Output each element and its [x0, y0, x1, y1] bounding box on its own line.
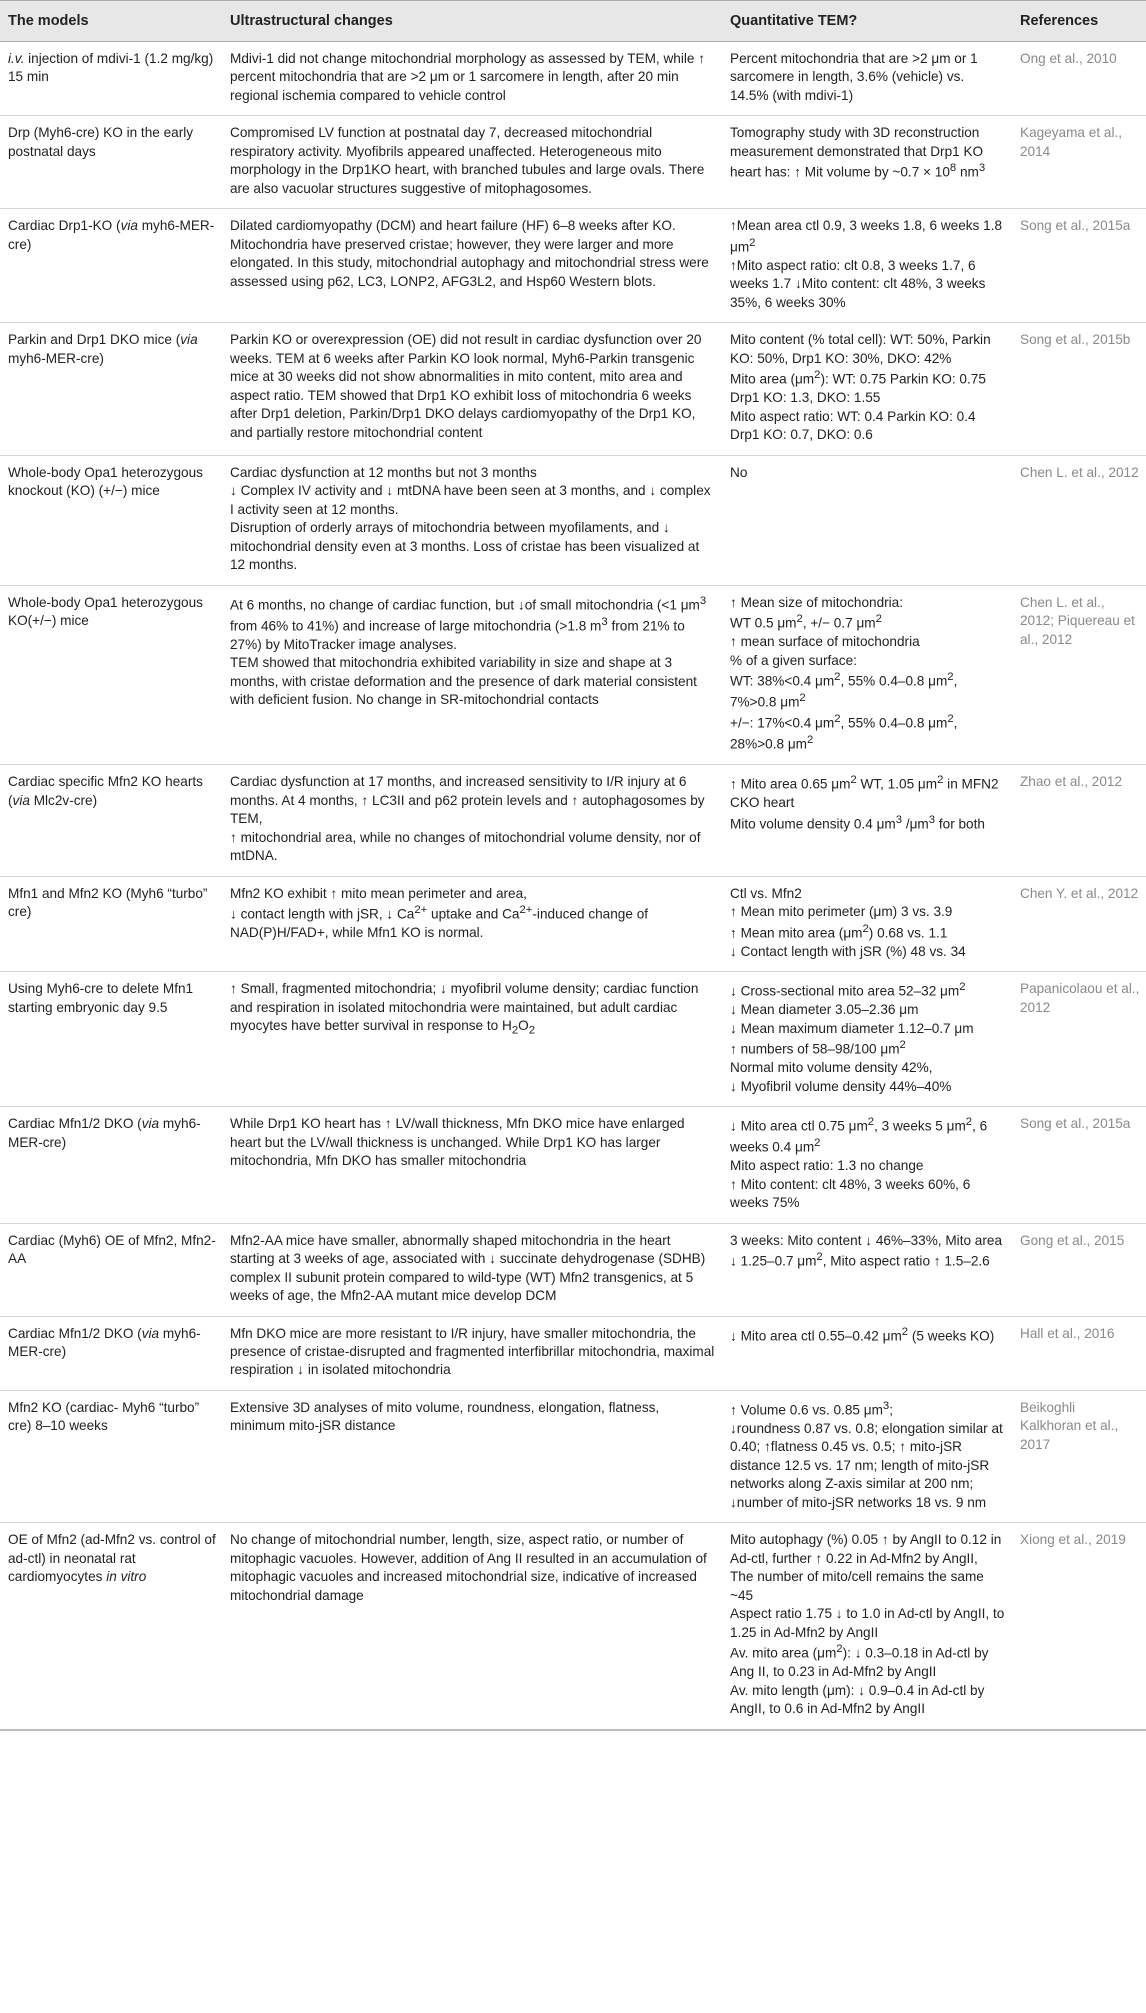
quantitative-tem-cell: ↓ Mito area ctl 0.75 $\mu m^2$, 3 weeks 5 $\mu m^2$, 6 weeks 0.4 $\mu m^2$ Mito aspect ratio: 1.3 no change ↑ Mito content: clt 48%, 3 weeks 60%, 6 weeks 75%: [722, 1107, 1012, 1223]
table-row: [0, 876, 1146, 971]
reference-cell: Xiong et al., 2019: [1012, 1523, 1146, 1730]
model-cell: Cardiac Mfn1/2 DKO (via myh6-MER-cre): [0, 1316, 222, 1390]
ultrastructural-changes-cell: No change of mitochondrial number, length, size, aspect ratio, or number of mitophagic vacuoles. However, addition of Ang II resulted in an accumulation of mitophagic vacuoles and increased mitochondrial size, indicative of increased mitochondrial damage: [222, 1523, 722, 1730]
ultrastructural-changes-cell: Cardiac dysfunction at 17 months, and increased sensitivity to I/R injury at 6 months. At 4 months, ↑ LC3II and p62 protein levels and ↑ autophagosomes by TEM, ↑ mitochondrial area, while no changes of mitochondrial volume density, nor of mtDNA.: [222, 765, 722, 876]
quantitative-tem-cell: ↑ Mito area 0.65 $\mu m^2$ WT, 1.05 $\mu m^2$ in MFN2 CKO heart Mito volume density 0.4 $\mu m^3$ $/\mu m^3$ for both: [722, 765, 1012, 876]
quantitative-tem-cell: Mito content (% total cell): WT: 50%, Parkin KO: 50%, Drp1 KO: 30%, DKO: 42% Mito area $(\mu m^2)$: WT: 0.75 Parkin KO: 0.75 Drp1 KO: 1.3, DKO: 1.55 Mito aspect ratio: WT: 0.4 Parkin KO: 0.4 Drp1 KO: 0.7, DKO: 0.6: [722, 323, 1012, 455]
reference-cell: Chen L. et al., 2012; Piquereau et al., 2012: [1012, 585, 1146, 765]
quantitative-tem-cell: 3 weeks: Mito content ↓ 46%–33%, Mito area ↓ 1.25–0.7 $\mu m^2$, Mito aspect ratio ↑ 1.5–2.6: [722, 1223, 1012, 1316]
header-row: [0, 1, 1146, 42]
table-row: [0, 209, 1146, 323]
header-ultrastructural-changes: Ultrastructural changes: [222, 1, 722, 42]
model-cell: Whole-body Opa1 heterozygous KO(+/−) mice: [0, 585, 222, 765]
header-references: References: [1012, 1, 1146, 42]
ultrastructural-changes-cell: ↑ Small, fragmented mitochondria; ↓ myofibril volume density; cardiac function and respiration in isolated mitochondria were maintained, but adult cardiac myocytes have better survival in response to $H_2O_2$: [222, 972, 722, 1107]
table-row: [0, 585, 1146, 765]
model-cell: OE of Mfn2 (ad-Mfn2 vs. control of ad-ctl) in neonatal rat cardiomyocytes in vitro: [0, 1523, 222, 1730]
quantitative-tem-cell: ↓ Mito area ctl 0.55–0.42 $\mu m^2$ (5 weeks KO): [722, 1316, 1012, 1390]
reference-cell: Gong et al., 2015: [1012, 1223, 1146, 1316]
quantitative-tem-cell: Tomography study with 3D reconstruction measurement demonstrated that Drp1 KO heart has: ↑ Mit volume by ~0.7 × $10^8$ $nm^3$: [722, 116, 1012, 209]
table-row: [0, 1523, 1146, 1730]
ultrastructural-changes-cell: Mdivi-1 did not change mitochondrial morphology as assessed by TEM, while ↑ percent mitochondria that are >2 μm or 1 sarcomere in length, after 20 min regional ischemia compared to vehicle control: [222, 42, 722, 116]
table-row: [0, 972, 1146, 1107]
ultrastructural-changes-cell: Extensive 3D analyses of mito volume, roundness, elongation, flatness, minimum mito-jSR distance: [222, 1390, 722, 1522]
model-cell: Cardiac (Myh6) OE of Mfn2, Mfn2-AA: [0, 1223, 222, 1316]
model-cell: Drp (Myh6-cre) KO in the early postnatal days: [0, 116, 222, 209]
reference-cell: Beikoghli Kalkhoran et al., 2017: [1012, 1390, 1146, 1522]
model-cell: Mfn1 and Mfn2 KO (Myh6 “turbo” cre): [0, 876, 222, 971]
ultrastructural-changes-cell: Mfn DKO mice are more resistant to I/R injury, have smaller mitochondria, the presence of cristae-disrupted and fragmented interfibrillar mitochondria, maximal respiration ↓ in isolated mitochondria: [222, 1316, 722, 1390]
model-cell: Mfn2 KO (cardiac- Myh6 “turbo” cre) 8–10 weeks: [0, 1390, 222, 1522]
table-body: [0, 42, 1146, 1730]
table-row: [0, 1107, 1146, 1223]
table-row: [0, 765, 1146, 876]
model-cell: Cardiac specific Mfn2 KO hearts (via Mlc2v-cre): [0, 765, 222, 876]
reference-cell: Chen Y. et al., 2012: [1012, 876, 1146, 971]
ultrastructural-changes-cell: At 6 months, no change of cardiac function, but ↓of small mitochondria (<1 $\mu m^3$ from 46% to 41%) and increase of large mitochondria (>1.8 $m^3$ from 21% to 27%) by MitoTracker image analyses. TEM showed that mitochondria exhibited variability in size and shape at 3 months, with cristae deformation and the presence of dark material consistent with deficient fusion. No change in SR-mitochondrial contacts: [222, 585, 722, 765]
quantitative-tem-cell: Mito autophagy (%) 0.05 ↑ by AngII to 0.12 in Ad-ctl, further ↑ 0.22 in Ad-Mfn2 by AngII, The number of mito/cell remains the same ~45 Aspect ratio 1.75 ↓ to 1.0 in Ad-ctl by AngII, to 1.25 in Ad-Mfn2 by AngII Av. mito area $(\mu m^2)$: ↓ 0.3–0.18 in Ad-ctl by Ang II, to 0.23 in Ad-Mfn2 by AngII Av. mito length (μm): ↓ 0.9–0.4 in Ad-ctl by AngII, to 0.6 in Ad-Mfn2 by AngII: [722, 1523, 1012, 1730]
header-quantitative-tem: Quantitative TEM?: [722, 1, 1012, 42]
reference-cell: Chen L. et al., 2012: [1012, 455, 1146, 585]
table-row: [0, 1390, 1146, 1522]
reference-cell: Zhao et al., 2012: [1012, 765, 1146, 876]
header-models: The models: [0, 1, 222, 42]
table-row: [0, 1316, 1146, 1390]
model-cell: Using Myh6-cre to delete Mfn1 starting embryonic day 9.5: [0, 972, 222, 1107]
ultrastructural-changes-cell: Mfn2 KO exhibit ↑ mito mean perimeter and area, ↓ contact length with jSR, ↓ $Ca^{2+}$ uptake and $Ca^{2+}$-induced change of NAD(P)H/FAD+, while Mfn1 KO is normal.: [222, 876, 722, 971]
model-cell: Parkin and Drp1 DKO mice (via myh6-MER-cre): [0, 323, 222, 455]
quantitative-tem-cell: ↑ Volume 0.6 vs. 0.85 $\mu m^3$; ↓roundness 0.87 vs. 0.8; elongation similar at 0.40; ↑flatness 0.45 vs. 0.5; ↑ mito-jSR distance 12.5 vs. 17 nm; length of mito-jSR networks along Z-axis similar at 200 nm; ↓number of mito-jSR networks 18 vs. 9 nm: [722, 1390, 1012, 1522]
ultrastructural-changes-cell: Compromised LV function at postnatal day 7, decreased mitochondrial respiratory activity. Myofibrils appeared unaffected. Heterogeneous mito morphology in the Drp1KO heart, with branched tubules and large ovals. There are also vacuolar structures suggestive of mitophagosomes.: [222, 116, 722, 209]
quantitative-tem-cell: ↑ Mean size of mitochondria: WT 0.5 $\mu m^2$, +/− 0.7 $\mu m^2$ ↑ mean surface of mitochondria % of a given surface: WT: 38%<0.4 $\mu m^2$, 55% 0.4–0.8 $\mu m^2$, 7%>0.8 $\mu m^2$ +/−: 17%<0.4 $\mu m^2$, 55% 0.4–0.8 $\mu m^2$, 28%>0.8 $\mu m^2$: [722, 585, 1012, 765]
reference-cell: Song et al., 2015a: [1012, 1107, 1146, 1223]
reference-cell: Hall et al., 2016: [1012, 1316, 1146, 1390]
reference-cell: Song et al., 2015a: [1012, 209, 1146, 323]
ultrastructural-changes-cell: While Drp1 KO heart has ↑ LV/wall thickness, Mfn DKO mice have enlarged heart but the LV/wall thickness is unchanged. While Drp1 KO has larger mitochondria, Mfn DKO has smaller mitochondria: [222, 1107, 722, 1223]
table-row: [0, 1223, 1146, 1316]
model-cell: Cardiac Mfn1/2 DKO (via myh6-MER-cre): [0, 1107, 222, 1223]
model-cell: Cardiac Drp1-KO (via myh6-MER-cre): [0, 209, 222, 323]
table-row: [0, 42, 1146, 116]
table-row: [0, 323, 1146, 455]
quantitative-tem-cell: Ctl vs. Mfn2 ↑ Mean mito perimeter (μm) 3 vs. 3.9 ↑ Mean mito area $(\mu m^2)$ 0.68 vs. 1.1 ↓ Contact length with jSR (%) 48 vs. 34: [722, 876, 1012, 971]
reference-cell: Song et al., 2015b: [1012, 323, 1146, 455]
reference-cell: Papanicolaou et al., 2012: [1012, 972, 1146, 1107]
quantitative-tem-cell: ↓ Cross-sectional mito area 52–32 $\mu m^2$ ↓ Mean diameter 3.05–2.36 μm ↓ Mean maximum diameter 1.12–0.7 μm ↑ numbers of 58–98/100 $\mu m^2$ Normal mito volume density 42%, ↓ Myofibril volume density 44%–40%: [722, 972, 1012, 1107]
reference-cell: Ong et al., 2010: [1012, 42, 1146, 116]
model-cell: i.v. injection of mdivi-1 (1.2 mg/kg) 15 min: [0, 42, 222, 116]
ultrastructural-changes-cell: Dilated cardiomyopathy (DCM) and heart failure (HF) 6–8 weeks after KO. Mitochondria have preserved cristae; however, they were larger and more elongated. In this study, mitochondrial autophagy and mitochondrial stress were assessed using p62, LC3, LONP2, AFG3L2, and Hsp60 Western blots.: [222, 209, 722, 323]
quantitative-tem-cell: No: [722, 455, 1012, 585]
ultrastructural-changes-cell: Parkin KO or overexpression (OE) did not result in cardiac dysfunction over 20 weeks. TEM at 6 weeks after Parkin KO look normal, Myh6-Parkin transgenic mice at 30 weeks did not show abnormalities in mito content, mito area and aspect ratio. TEM showed that Drp1 KO exhibit loss of mitochondria 6 weeks after Drp1 deletion, Parkin/Drp1 DKO delays cardiomyopathy of the Drp1 KO, and partially restore mitochondrial content: [222, 323, 722, 455]
quantitative-tem-cell: Percent mitochondria that are >2 μm or 1 sarcomere in length, 3.6% (vehicle) vs. 14.5% (with mdivi-1): [722, 42, 1012, 116]
ultrastructural-changes-cell: Mfn2-AA mice have smaller, abnormally shaped mitochondria in the heart starting at 3 weeks of age, associated with ↓ succinate dehydrogenase (SDHB) complex II subunit protein compared to wild-type (WT) Mfn2 transgenics, at 5 weeks of age, the Mfn2-AA mutant mice develop DCM: [222, 1223, 722, 1316]
quantitative-tem-cell: ↑Mean area ctl 0.9, 3 weeks 1.8, 6 weeks 1.8 $\mu m^2$ ↑Mito aspect ratio: clt 0.8, 3 weeks 1.7, 6 weeks 1.7 ↓Mito content: clt 48%, 3 weeks 35%, 6 weeks 30%: [722, 209, 1012, 323]
model-cell: Whole-body Opa1 heterozygous knockout (KO) (+/−) mice: [0, 455, 222, 585]
table-row: [0, 116, 1146, 209]
ultrastructural-changes-cell: Cardiac dysfunction at 12 months but not 3 months ↓ Complex IV activity and ↓ mtDNA have been seen at 3 months, and ↓ complex I activity seen at 12 months. Disruption of orderly arrays of mitochondria between myofilaments, and ↓ mitochondrial density even at 3 months. Loss of cristae has been visualized at 12 months.: [222, 455, 722, 585]
reference-cell: Kageyama et al., 2014: [1012, 116, 1146, 209]
table-row: [0, 455, 1146, 585]
